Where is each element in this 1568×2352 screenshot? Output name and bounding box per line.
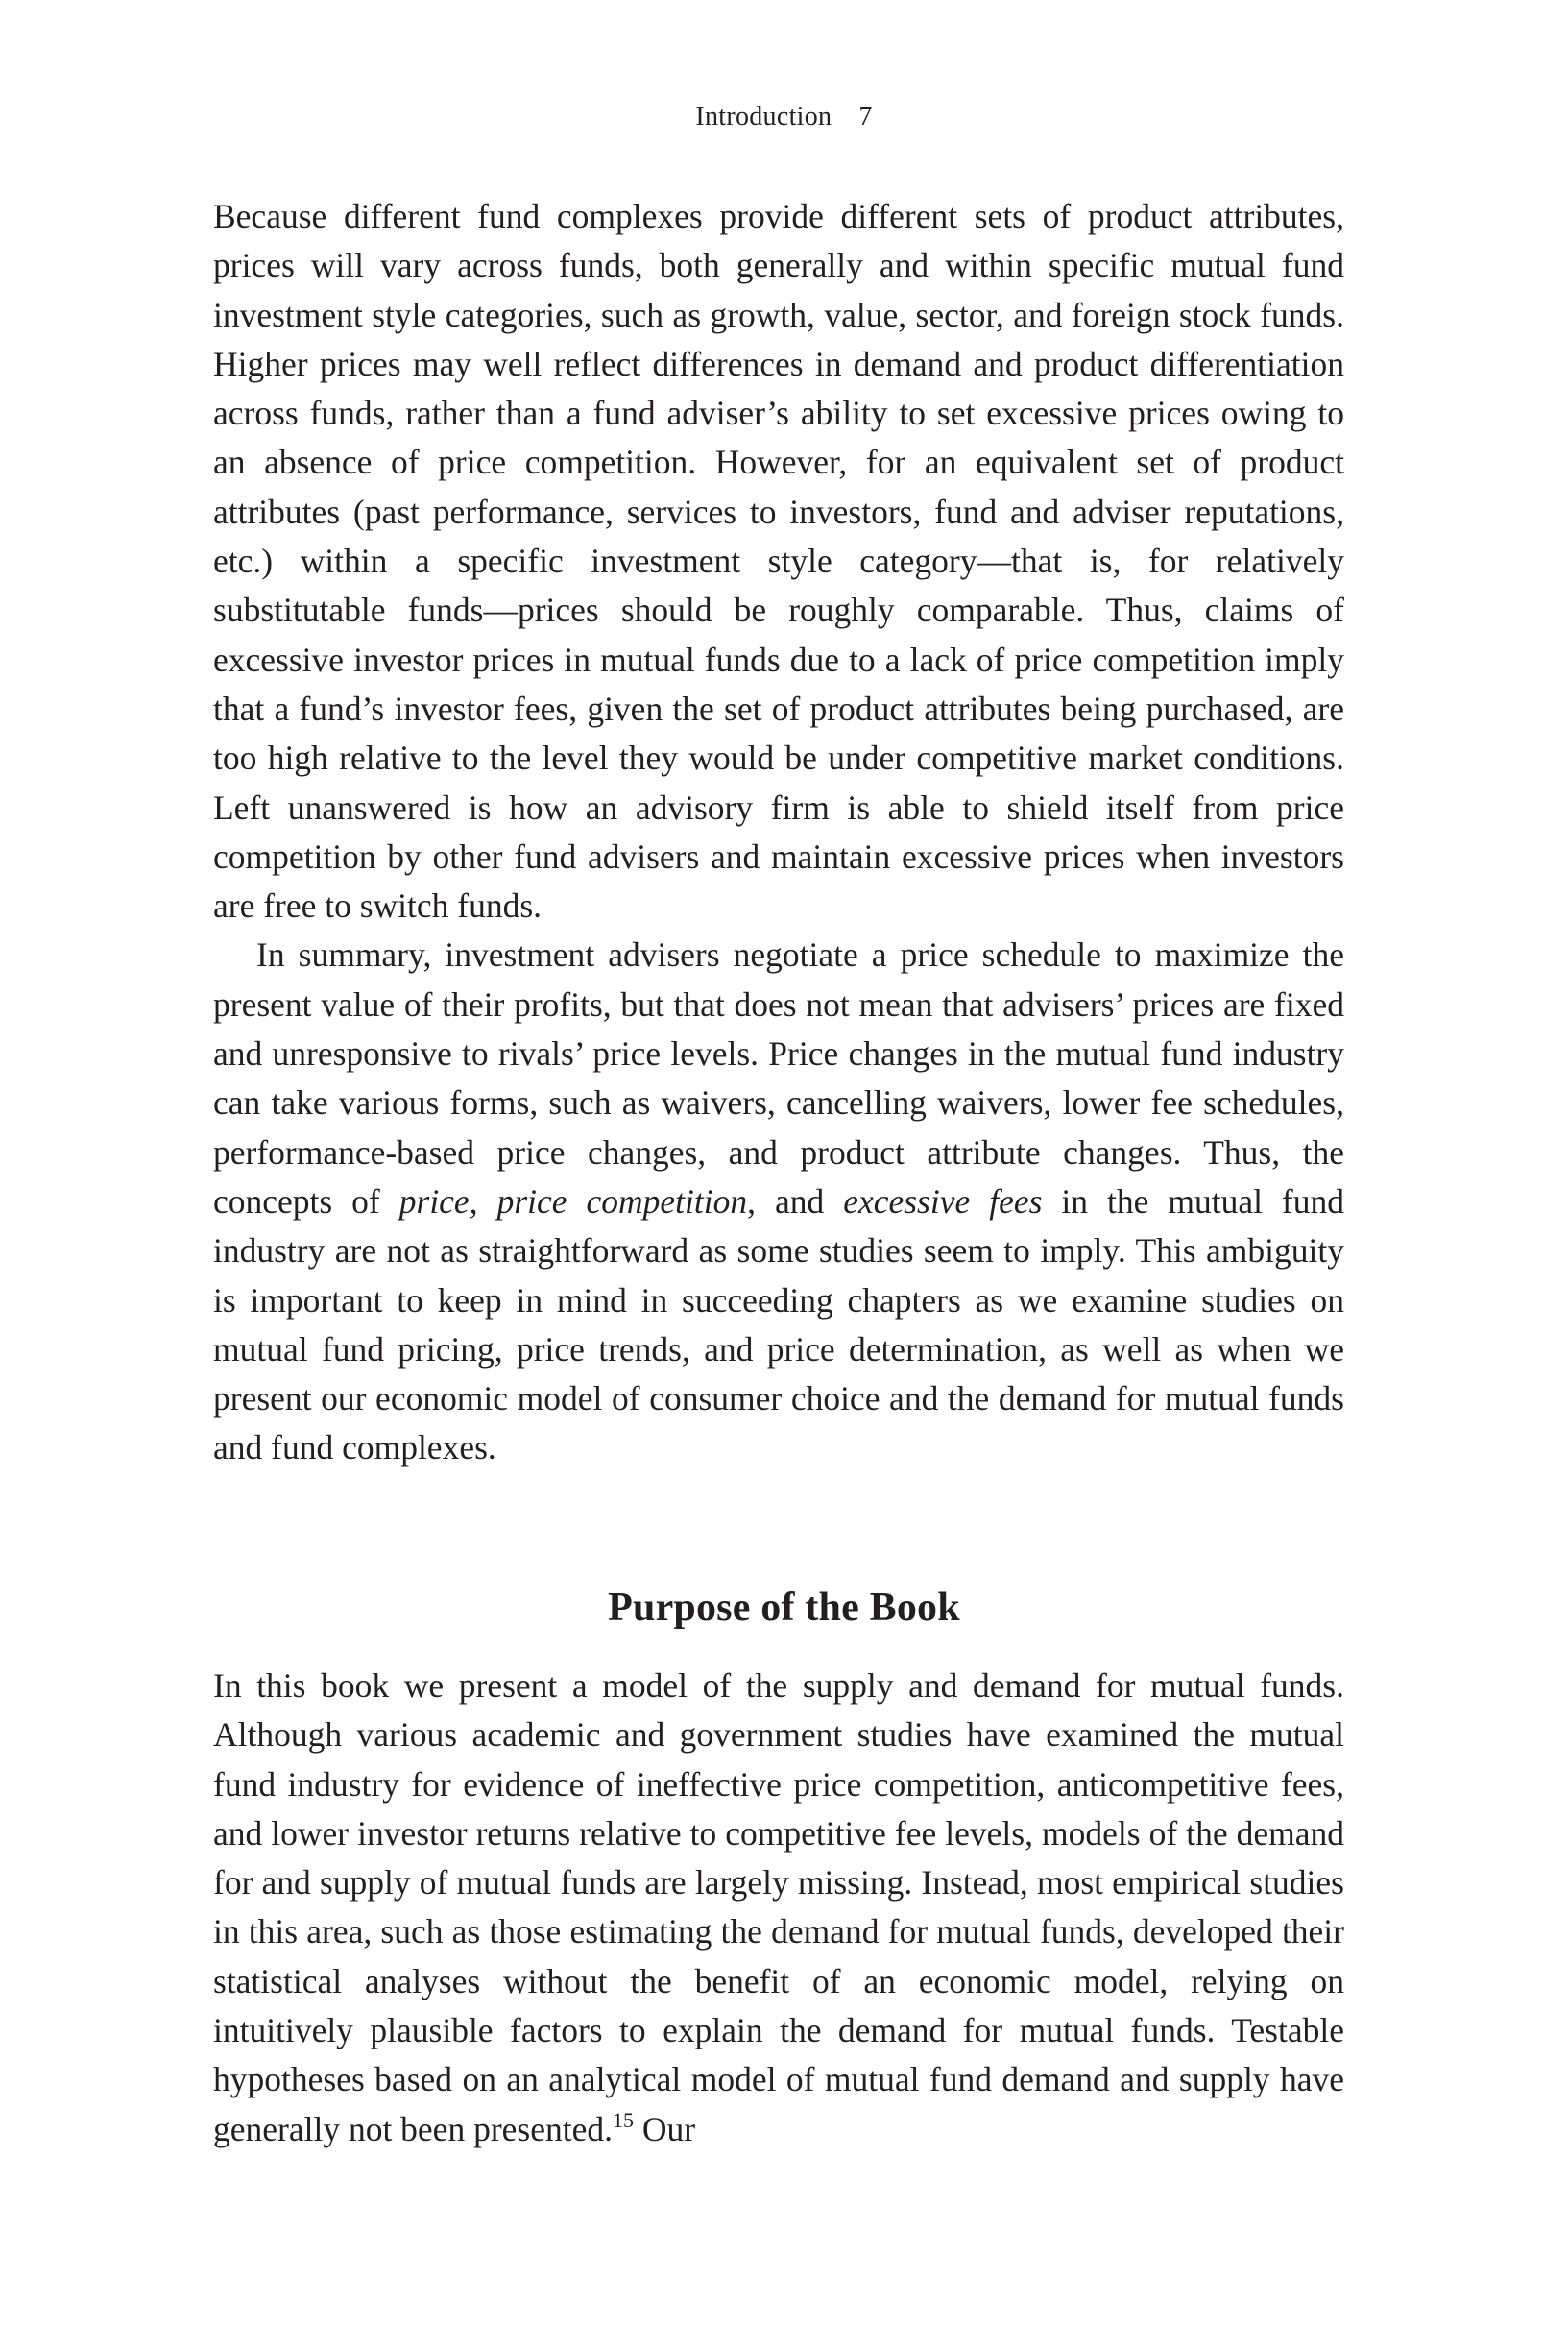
section-heading: Purpose of the Book (608, 1586, 960, 1630)
paragraph-text: In summary, investment advisers negotiate a price schedule to maximize the present value of their profits, but that does not mean that advisers’ prices are fixed and unresponsive to rivals’ price levels. Price changes in the mutual fund industry can take various forms, such as waivers, cancelling waivers, lower fee schedules, performance-based price changes, and product attribute changes. Thus, the concepts of (213, 935, 1344, 1221)
paragraph-text: Our (633, 2109, 696, 2148)
paragraph-text: , and (747, 1181, 844, 1221)
italic-term-price-competition: price competition (496, 1181, 748, 1221)
italic-term-excessive-fees: excessive fees (843, 1181, 1043, 1221)
running-header (0, 100, 1568, 134)
paragraph-text: , (469, 1181, 497, 1221)
body-text-top (213, 192, 1344, 1473)
page-number: 7 (858, 102, 873, 132)
paragraph (213, 931, 1344, 1472)
paragraph-text: In this book we present a model of the supply and demand for mutual funds. Although various academic and government studies have examined the mutual fund industry for evidence of ineffective price competition, anticompetitive fees, and lower investor returns relative to competitive fee levels, models of the demand for and supply of mutual funds are largely missing. Instead, most empirical studies in this area, such as those estimating the demand for mutual funds, developed their statistical analyses without the benefit of an economic model, relying on intuitively plausible factors to explain the demand for mutual funds. Testable hypotheses based on an analytical model of mutual fund demand and supply have generally not been presented. (213, 1666, 1344, 2148)
paragraph: Because different fund complexes provide different sets of product attributes, prices will vary across funds, both generally and within specific mutual fund investment style categories, such as growth, value, sector, and foreign stock funds. Higher prices may well reflect differences in demand and product differentiation across funds, rather than a fund adviser’s ability to set excessive prices owing to an absence of price competition. However, for an equivalent set of product attributes (past performance, services to investors, fund and adviser reputations, etc.) within a specific investment style category—that is, for relatively substitutable funds—prices should be roughly comparable. Thus, claims of excessive investor prices in mutual funds due to a lack of price competition imply that a fund’s investor fees, given the set of product attributes being purchased, are too high relative to the level they would be under competitive market conditions. Left unanswered is how an advisory firm is able to shield itself from price competition by other fund advisers and maintain excessive prices when investors are free to switch funds. (213, 197, 1344, 926)
body-text-bottom (213, 1661, 1344, 2154)
footnote-reference: 15 (612, 2107, 634, 2132)
italic-term-price: price (398, 1181, 470, 1221)
paragraph-text: in the mutual fund industry are not as straightforward as some studies seem to imply. This ambiguity is important to keep in mind in succeeding chapters as we examine studies on mutual fund pricing, price trends, and price determination, as well as when we present our economic model of consumer choice and the demand for mutual funds and fund complexes. (213, 1181, 1345, 1467)
running-header-title: Introduction (695, 102, 832, 132)
paragraph (213, 1661, 1344, 2154)
